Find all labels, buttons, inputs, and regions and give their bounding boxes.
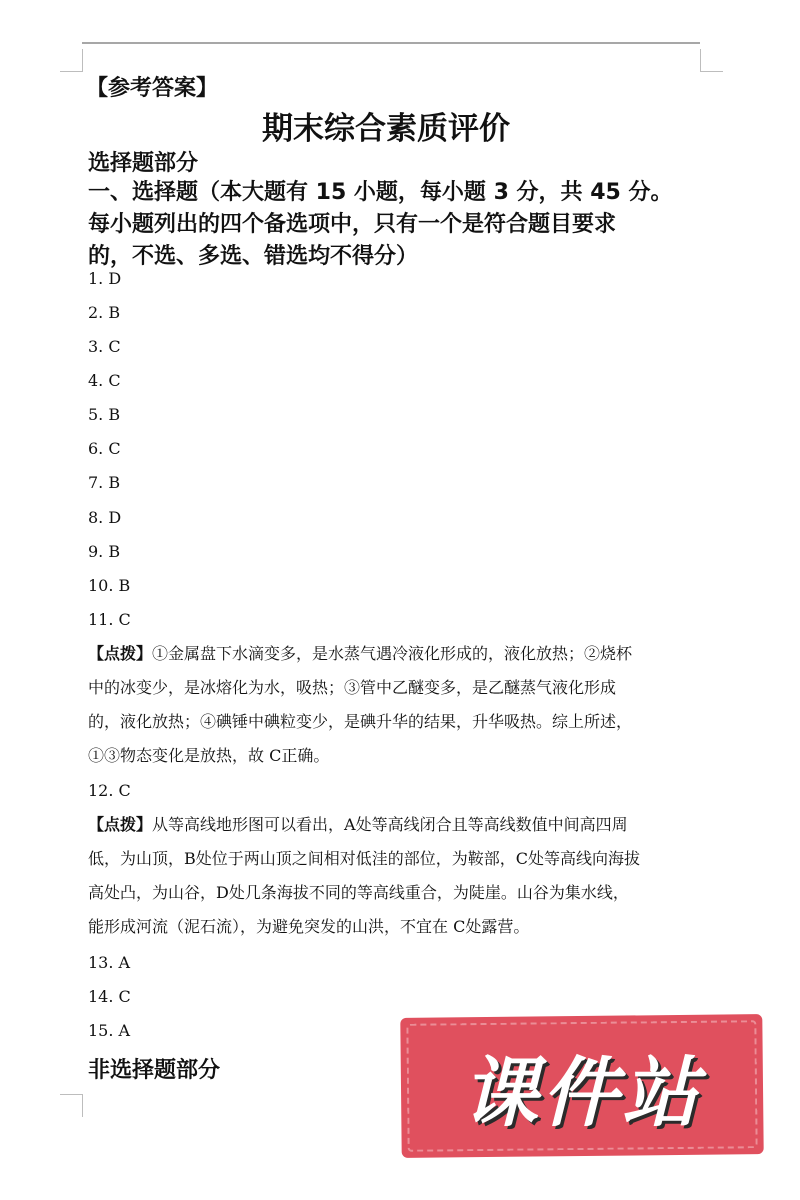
answer-item: 5. B xyxy=(88,405,121,424)
explanation-line: ①③物态变化是放热，故 C正确。 xyxy=(88,746,330,765)
explanation-line: 【点拨】从等高线地形图可以看出，A处等高线闭合且等高线数值中间高四周 xyxy=(88,815,628,834)
explanation-q11 xyxy=(88,637,632,773)
explanation-line: 低，为山顶，B处位于两山顶之间相对低洼的部位，为鞍部，C处等高线向海拔 xyxy=(88,849,641,868)
section-title-choice: 选择题部分 xyxy=(88,151,199,176)
explanation-tag: 【点拨】 xyxy=(88,644,153,663)
answer-item: 3. C xyxy=(88,337,121,356)
explanation-q12 xyxy=(88,808,640,944)
answer-item: 8. D xyxy=(88,508,122,527)
explanation-tag: 【点拨】 xyxy=(88,815,153,834)
margin-corner-top-right xyxy=(700,49,723,72)
explanation-line: 的，液化放热；④碘锤中碘粒变少，是碘升华的结果，升华吸热。综上所述， xyxy=(88,712,633,731)
answer-item: 12. C xyxy=(88,781,131,800)
answer-item: 7. B xyxy=(88,473,121,492)
answer-item: 11. C xyxy=(88,610,131,629)
answer-item: 10. B xyxy=(88,576,131,595)
answer-item: 13. A xyxy=(88,953,131,972)
answer-item: 14. C xyxy=(88,987,131,1006)
explanation-line: 中的冰变少，是冰熔化为水，吸热；③管中乙醚变多，是乙醚蒸气液化形成 xyxy=(88,678,617,697)
section-instructions xyxy=(88,177,673,273)
answer-item: 6. C xyxy=(88,439,121,458)
explanation-line: 能形成河流（泥石流），为避免突发的山洪，不宜在 C处露营。 xyxy=(88,917,530,936)
answer-item: 15. A xyxy=(88,1021,131,1040)
section-title-nonchoice: 非选择题部分 xyxy=(88,1058,221,1083)
answer-item: 4. C xyxy=(88,371,121,390)
reference-answer-label: 【参考答案】 xyxy=(86,76,219,101)
margin-corner-top-left xyxy=(60,49,83,72)
watermark-stamp xyxy=(401,1016,763,1156)
instruction-line: 一、选择题（本大题有 15 小题，每小题 3 分，共 45 分。 xyxy=(88,180,673,205)
instruction-line: 每小题列出的四个备选项中，只有一个是符合题目要求 xyxy=(88,212,617,237)
watermark-text: 课件站 xyxy=(462,1047,702,1137)
answer-item: 2. B xyxy=(88,303,121,322)
explanation-line: 高处凸，为山谷，D处几条海拔不同的等高线重合，为陡崖。山谷为集水线， xyxy=(88,883,629,902)
answer-item: 9. B xyxy=(88,542,121,561)
answer-item: 1. D xyxy=(88,269,122,288)
page-title: 期末综合素质评价 xyxy=(262,111,510,147)
margin-corner-bottom-left xyxy=(60,1094,83,1117)
explanation-line: 【点拨】①金属盘下水滴变多，是水蒸气遇冷液化形成的，液化放热；②烧杯 xyxy=(88,644,633,663)
instruction-line: 的，不选、多选、错选均不得分） xyxy=(88,244,419,269)
header-rule xyxy=(82,42,700,44)
